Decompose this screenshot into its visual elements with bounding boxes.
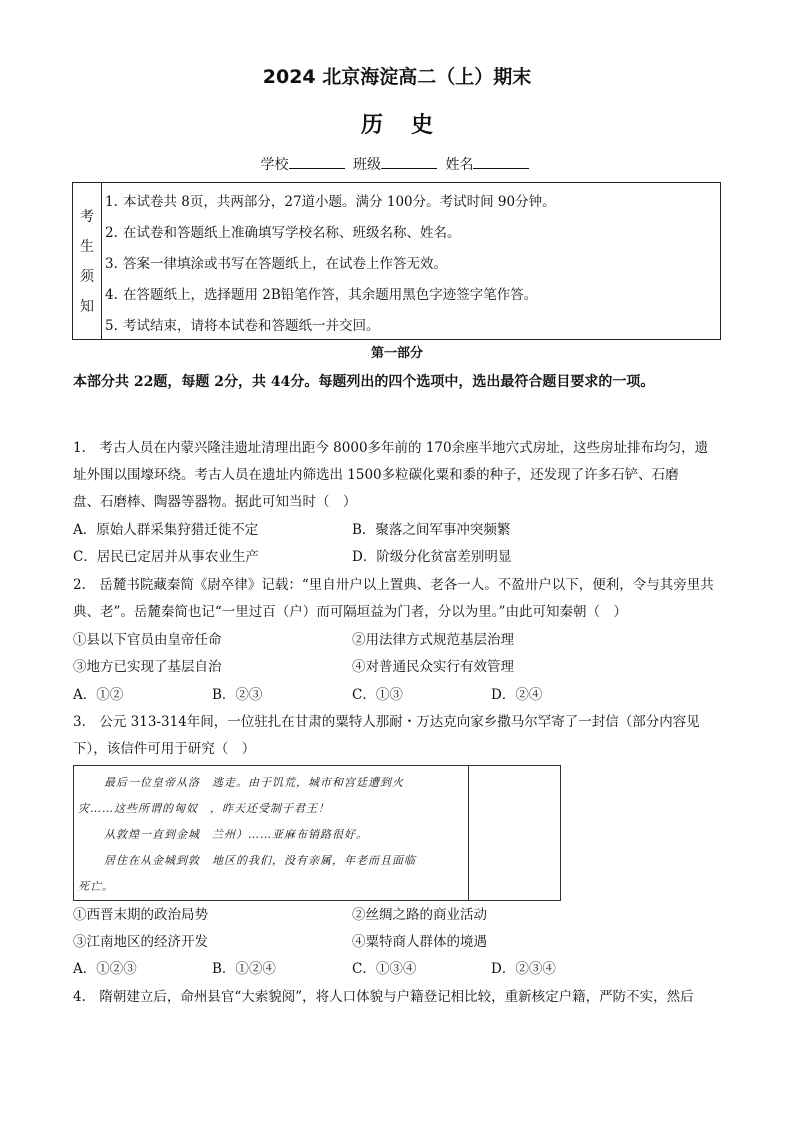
q3-stem-line: 3. 公元 313-314年间，一位驻扎在甘肃的粟特人那耐・万达克向家乡撒马尔罕寄了一封信（部分内容见	[73, 714, 700, 730]
q1-stem-line: 1. 考古人员在内蒙兴隆洼遗址清理出距今 8000多年前的 170余座半地穴式房址，这些房址排布均匀，遗	[73, 440, 709, 456]
notice-item	[101, 218, 720, 249]
q1-stem-line: 盘、石磨棒、陶器等器物。据此可知当时（ ）	[73, 494, 357, 510]
q1-option-c: C．居民已定居并从事农业生产	[73, 549, 259, 565]
notice-item-text: 答案一律填涂或书写在答题纸上，在试卷上作答无效。	[123, 256, 447, 272]
notice-side-char: 生	[80, 239, 94, 255]
q1-stem-line: 址外围以围壕环绕。考古人员在遗址内筛选出 1500多粒碳化粟和黍的种子，还发现了许多石铲、石磨	[73, 467, 679, 483]
q3-option-d: D．②③④	[491, 961, 556, 977]
notice-item-number: 5.	[105, 318, 118, 334]
q2-statement-4: ④对普通民众实行有效管理	[352, 659, 514, 675]
notice-item-text: 在试卷和答题纸上准确填写学校名称、班级名称、姓名。	[123, 225, 461, 241]
q3-option-b: B．①②④	[212, 961, 276, 977]
notice-item	[101, 249, 720, 280]
name-blank	[473, 156, 529, 169]
exam-notice-box	[72, 182, 721, 340]
notice-item-number: 1.	[105, 194, 118, 210]
class-blank	[381, 156, 437, 169]
notice-item-number: 3.	[105, 256, 118, 272]
subject-title: 历史	[360, 112, 461, 138]
q2-statement-1: ①县以下官员由皇帝任命	[73, 632, 222, 648]
notice-item	[101, 187, 720, 218]
letter-line: 从敦煌一直到金城 兰州）……亚麻布销路很好。	[104, 828, 368, 841]
name-label: 姓名	[445, 157, 474, 173]
q2-stem-line: 2. 岳麓书院藏秦简《尉卒律》记载：“里自卅户以上置典、老各一人。不盈卅户以下，便利，令与其旁里共	[73, 577, 714, 593]
letter-line: 死亡。	[78, 880, 114, 893]
q3-statement-2: ②丝绸之路的商业活动	[352, 907, 487, 923]
notice-side-label	[73, 183, 102, 339]
q3-stem-line: 下），该信件可用于研究（ ）	[73, 741, 256, 757]
q3-statement-3: ③江南地区的经济开发	[73, 934, 208, 950]
notice-side-char: 知	[80, 299, 94, 315]
notice-item-number: 4.	[105, 287, 118, 303]
q4-stem-line: 4. 隋朝建立后，命州县官“大索貌阅”，将人口体貌与户籍登记相比较，重新核定户籍，严防不实，然后	[73, 989, 694, 1005]
q3-option-a: A．①②③	[73, 961, 137, 977]
school-blank	[289, 156, 345, 169]
class-label: 班级	[353, 157, 381, 173]
school-label: 学校	[260, 157, 289, 173]
notice-item	[101, 311, 720, 342]
notice-item-text: 在答题纸上，选择题用 2B铅笔作答，其余题用黑色字迹签字笔作答。	[123, 287, 538, 303]
letter-line: 灾……这些所谓的匈奴 ，昨天还受制于君王！	[78, 802, 330, 815]
notice-item-text: 本试卷共 8页，共两部分，27道小题。满分 100分。考试时间 90分钟。	[123, 194, 556, 210]
q2-statement-2: ②用法律方式规范基层治理	[352, 632, 514, 648]
q2-statement-3: ③地方已实现了基层自治	[73, 659, 222, 675]
q1-option-d: D．阶级分化贫富差别明显	[352, 549, 512, 565]
q2-option-a: A．①②	[73, 687, 124, 703]
q3-statement-1: ①西晋末期的政治局势	[73, 907, 208, 923]
q1-option-b: B．聚落之间军事冲突频繁	[352, 522, 511, 538]
notice-item-text: 考试结束，请将本试卷和答题纸一并交回。	[123, 318, 380, 334]
q2-option-c: C．①③	[352, 687, 403, 703]
notice-side-char: 须	[80, 269, 94, 285]
notice-item-number: 2.	[105, 225, 118, 241]
q2-option-d: D．②④	[491, 687, 543, 703]
page-title: 2024 北京海淀高二（上）期末	[262, 66, 532, 88]
q3-statement-4: ④粟特商人群体的境遇	[352, 934, 487, 950]
letter-line: 居住在从金城到敦 地区的我们，没有亲属，年老而且面临	[104, 854, 416, 867]
notice-item	[101, 280, 720, 311]
student-info-line	[0, 154, 794, 174]
notice-items	[101, 187, 720, 342]
q2-option-b: B．②③	[212, 687, 263, 703]
letter-text-area	[74, 766, 469, 900]
notice-side-char: 考	[80, 209, 94, 225]
letter-line: 最后一位皇帝从洛 逃走。由于饥荒，城市和宫廷遭到火	[104, 776, 404, 789]
part-title: 第一部分	[370, 346, 423, 361]
part-intro: 本部分共 22题，每题 2分，共 44分。每题列出的四个选项中，选出最符合题目要求的一项。	[73, 374, 655, 390]
q2-stem-line: 典、老”。岳麓秦简也记“一里过百（户）而可隔垣益为门者，分以为里。”由此可知秦朝（ ）	[73, 604, 627, 620]
q3-letter-excerpt	[73, 765, 561, 901]
q3-option-c: C．①③④	[352, 961, 417, 977]
q1-option-a: A．原始人群采集狩猎迁徙不定	[73, 522, 259, 538]
